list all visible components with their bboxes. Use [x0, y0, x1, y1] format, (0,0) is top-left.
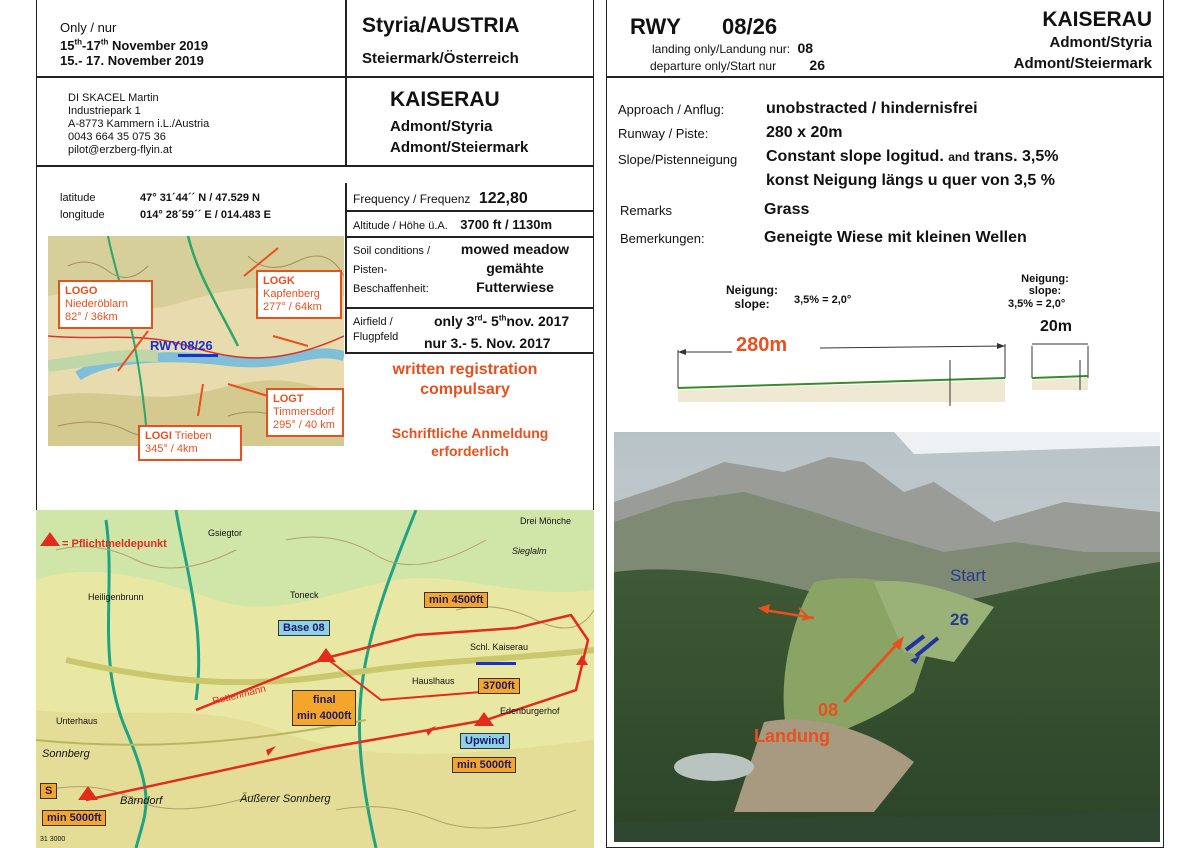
logk-box [256, 270, 342, 319]
place-drei-monche: Drei Mönche [520, 516, 572, 526]
place-unterhaus: Unterhaus [56, 716, 98, 726]
soil-rule [345, 307, 594, 309]
photo-08: 08 [818, 700, 839, 720]
only-label: Only / nur [60, 20, 117, 35]
rwy-label-map: RWY08/26 [150, 338, 213, 353]
lon-value: 014° 28´59´´ E / 014.483 E [140, 209, 271, 221]
place-toneck: Toneck [290, 590, 319, 600]
tag-upwind: Upwind [460, 733, 510, 749]
airfield-label-1: Airfield / [353, 316, 393, 328]
registration-line-2: compulsary [420, 381, 510, 398]
photo-start: Start [950, 566, 986, 585]
registration-line-3: Schriftliche Anmeldung [391, 425, 549, 441]
tag-min4500: min 4500ft [424, 592, 488, 608]
logk-code: LOGK [263, 275, 295, 287]
soil-value-2: gemähte [486, 260, 544, 276]
logi-dir: 345° / 4km [145, 443, 198, 455]
contact-street: Industriepark 1 [68, 105, 141, 117]
bemerkungen-label: Bemerkungen: [620, 231, 705, 246]
slope-value-1: Constant slope logitud. and trans. 3,5% [766, 148, 1059, 165]
place-schl-kaiserau: Schl. Kaiserau [470, 642, 529, 652]
alt-rule [345, 236, 594, 238]
runway-value: 280 x 20m [766, 124, 843, 141]
place-edenburgerhof: Edenburgerhof [500, 706, 560, 716]
lat-label: latitude [60, 192, 96, 204]
logo-code: LOGO [65, 285, 98, 297]
lon-label: longitude [60, 209, 105, 221]
aerial-photo [614, 432, 1160, 842]
bemerkungen-value: Geneigte Wiese mit kleinen Wellen [764, 229, 1027, 246]
approach-value: unobstracted / hindernisfrei [766, 100, 978, 117]
region-subtitle: Steiermark/Österreich [362, 50, 519, 67]
place-sonnberg: Sonnberg [42, 748, 90, 760]
rwy-number: 08/26 [722, 14, 778, 39]
tag-min5000b: min 5000ft [42, 810, 106, 826]
contact-name: DI SKACEL Martin [68, 92, 159, 104]
right-site-sub1: Admont/Styria [1049, 34, 1152, 51]
place-gsiegtor: Gsiegtor [208, 528, 243, 538]
site-sub2: Admont/Steiermark [390, 139, 529, 156]
soil-label-1: Soil conditions / [353, 245, 431, 257]
alt-label: Altitude / Höhe ü.A. [353, 220, 448, 232]
contact-block [68, 92, 209, 157]
departure-value: 26 [809, 57, 825, 73]
registration-notice-de [345, 424, 595, 460]
tag-s-point: S [40, 783, 57, 799]
place-heiligenbrunn: Heiligenbrunn [88, 592, 144, 602]
contact-phone: 0043 664 35 075 36 [68, 131, 166, 143]
circuit-legend: = Pflichtmeldepunkt [62, 538, 167, 550]
min4000-label: min 4000ft [297, 710, 352, 722]
freq-label: Frequency / Frequenz [353, 192, 471, 206]
coords-block [60, 190, 271, 224]
logt-box [266, 388, 344, 437]
profile-neigung-2: Neigung: slope: [1021, 273, 1069, 297]
place-barndorf: Bärndorf [120, 795, 163, 807]
site-sub1: Admont/Styria [390, 118, 493, 135]
tag-field-alt: 3700ft [478, 678, 520, 694]
airfield-rule [345, 352, 594, 354]
right-header-rule [606, 76, 1164, 78]
logo-name: Niederöblarn [65, 298, 128, 310]
logo-box [58, 280, 153, 329]
slope-value-2: konst Neigung längs u quer von 3,5 % [766, 172, 1055, 189]
soil-label-2: Pisten- [353, 264, 388, 276]
tag-base08: Base 08 [278, 620, 330, 636]
logk-name: Kapfenberg [263, 288, 320, 300]
approach-label: Approach / Anflug: [618, 102, 725, 117]
logi-name: Trieben [174, 430, 212, 442]
profile-length: 280m [736, 334, 788, 356]
runway-label: Runway / Piste: [618, 126, 709, 141]
airfield-values [420, 310, 569, 354]
airfield-value-2: nur 3.- 5. Nov. 2017 [424, 335, 551, 351]
profile-neigung-1: Neigung: slope: [726, 283, 778, 311]
logt-dir: 295° / 40 km [273, 419, 335, 431]
airfield-value-1: only 3rd- 5thnov. 2017 [434, 313, 570, 329]
alt-value: 3700 ft / 1130m [460, 217, 553, 232]
profile-width: 20m [1040, 318, 1073, 335]
photo-landung: Landung [754, 726, 830, 746]
departure-label: departure only/Start nur [650, 59, 777, 73]
date-german: 15.- 17. November 2019 [60, 53, 204, 68]
info-divider [345, 183, 347, 353]
rwy-label: RWY [630, 14, 681, 39]
freq-row [353, 190, 528, 208]
profile-ratio-2: 3,5% = 2,0° [1008, 298, 1066, 310]
remarks-value: Grass [764, 201, 810, 218]
contact-rule [36, 165, 594, 167]
right-site-sub2: Admont/Steiermark [1013, 55, 1152, 72]
soil-label-3: Beschaffenheit: [353, 283, 429, 295]
logi-box [138, 425, 242, 461]
soil-labels [353, 242, 430, 299]
logi-code: LOGI [145, 430, 172, 442]
region-title: Styria/AUSTRIA [362, 14, 520, 37]
lat-value: 47° 31´44´´ N / 47.529 N [140, 192, 260, 204]
place-sieglalm: Sieglalm [512, 546, 547, 556]
freq-rule [345, 210, 594, 212]
soil-values [440, 240, 590, 297]
logk-dir: 277° / 64km [263, 301, 322, 313]
contact-city: A-8773 Kammern i.L./Austria [68, 118, 210, 130]
registration-notice [345, 360, 585, 400]
place-ausserer-sonnberg: Äußerer Sonnberg [240, 793, 331, 805]
tag-min5000a: min 5000ft [452, 757, 516, 773]
date-english: 15th-17th November 2019 [60, 37, 209, 53]
landing-value: 08 [797, 40, 814, 56]
logo-dir: 82° / 36km [65, 311, 118, 323]
header-divider [345, 0, 347, 165]
logt-code: LOGT [273, 393, 304, 405]
logt-name: Timmersdorf [273, 406, 335, 418]
departure-row [650, 57, 825, 73]
registration-line-4: erforderlich [431, 443, 509, 459]
left-header-dates [60, 20, 208, 68]
airfield-labels [353, 315, 398, 345]
soil-value-1: mowed meadow [460, 241, 570, 257]
runway-profile-diagram [670, 330, 1100, 410]
site-name: KAISERAU [390, 88, 500, 111]
slope-label: Slope/Pistenneigung [618, 152, 738, 167]
alt-row [353, 216, 552, 234]
header-rule [36, 76, 594, 78]
scale-text: 31 3000 [40, 836, 66, 843]
freq-value: 122,80 [478, 190, 528, 207]
profile-ratio-1: 3,5% = 2,0° [794, 294, 852, 306]
airfield-label-2: Flugpfeld [353, 331, 399, 343]
place-rottenmann: Rottenmann [211, 683, 268, 708]
tag-final [292, 690, 356, 726]
photo-26: 26 [950, 610, 969, 629]
aerial-photo-scene [614, 432, 1160, 842]
soil-value-3: Futterwiese [476, 279, 554, 295]
landing-label: landing only/Landung nur: [652, 42, 791, 56]
contact-email[interactable]: pilot@erzberg-flyin.at [68, 144, 173, 156]
registration-line-1: written registration [392, 361, 538, 378]
landing-row [652, 40, 813, 56]
place-hauslhaus: Hauslhaus [412, 676, 455, 686]
right-site: KAISERAU [1042, 8, 1152, 31]
final-label: final [312, 694, 336, 706]
remarks-label: Remarks [620, 203, 673, 218]
